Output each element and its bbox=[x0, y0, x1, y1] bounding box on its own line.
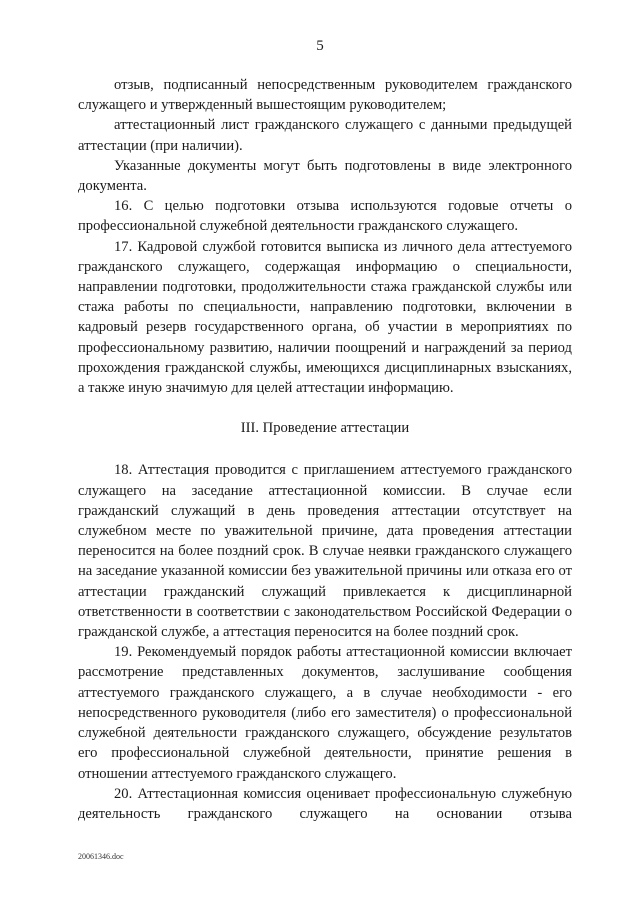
paragraph-item-20: 20. Аттестационная комиссия оценивает профессиональную служебную деятельность гражданского служащего на основании отзыва bbox=[78, 785, 572, 822]
footer-filename: 20061346.doc bbox=[78, 852, 124, 861]
paragraph-attestation-sheet: аттестационный лист гражданского служащего с данными предыдущей аттестации (при наличии). bbox=[78, 117, 572, 154]
page-number: 5 bbox=[316, 38, 324, 54]
paragraph-item-18: 18. Аттестация проводится с приглашением аттестуемого гражданского служащего на заседание аттестационной комиссии. В случае если гражданский служащий в день проведения аттестации отсутствует на служебном месте по уважительной причине, дата проведения аттестации переносится на более поздний срок. В случае неявки гражданского служащего на заседание указанной комиссии без уважительной причины или отказа его от аттестации гражданский служащий привлекается к дисциплинарной ответственности в соответствии с законодательством Российской Федерации о гражданской службе, а аттестация переносится на более поздний срок. bbox=[78, 462, 572, 641]
paragraph-electronic-docs: Указанные документы могут быть подготовлены в виде электронного документа. bbox=[78, 157, 572, 195]
paragraph-item-17: 17. Кадровой службой готовится выписка из личного дела аттестуемого гражданского служащего, содержащая информацию о специальности, направлении подготовки, продолжительности стажа гражданской службы или стажа работы по специальности, направлению подготовки, включении в кадровый резерв государственного органа, об участии в мероприятиях по профессиональному развитию, наличии поощрений и награждений за период прохождения гражданской службы, имеющихся дисциплинарных взысканиях, а также иную значимую для целей аттестации информацию. bbox=[78, 238, 572, 397]
paragraph-item-19: 19. Рекомендуемый порядок работы аттестационной комиссии включает рассмотрение представленных документов, заслушивание сообщения аттестуемого гражданского служащего, а в случае необходимости - его непосредственного руководителя (либо его заместителя) о профессиональной служебной деятельности гражданского служащего, обсуждение результатов его профессиональной служебной деятельности, принятие решения в отношении аттестуемого гражданского служащего. bbox=[78, 644, 572, 782]
paragraph-item-16: 16. С целью подготовки отзыва используются годовые отчеты о профессиональной служебной деятельности гражданского служащего. bbox=[78, 198, 572, 235]
paragraph-review: отзыв, подписанный непосредственным руководителем гражданского служащего и утвержденный вышестоящим руководителем; bbox=[78, 77, 572, 114]
section-heading: III. Проведение аттестации bbox=[240, 420, 410, 437]
document-body bbox=[78, 75, 572, 824]
